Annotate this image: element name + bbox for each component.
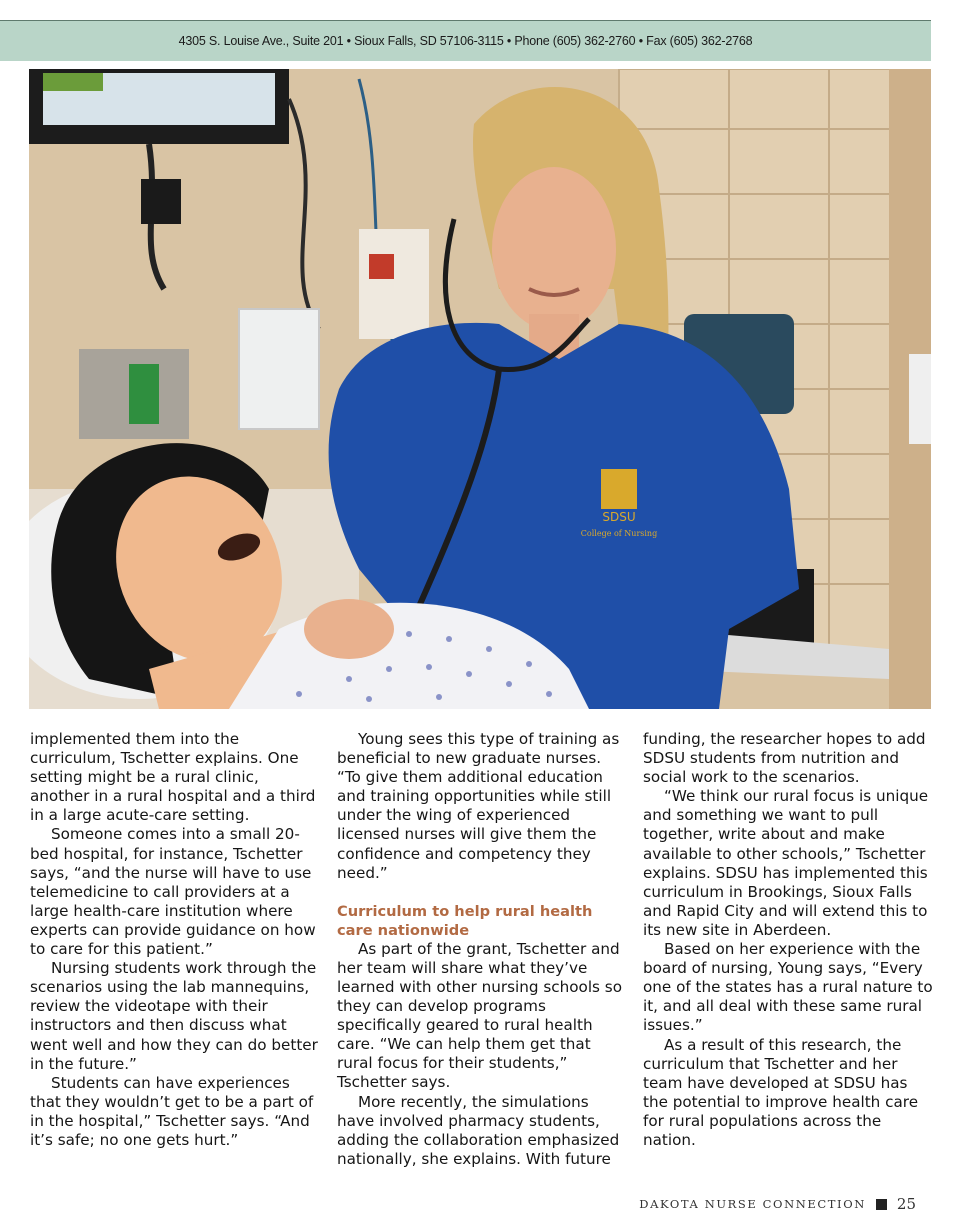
scrub-logo-subtext: College of Nursing xyxy=(580,529,658,538)
page-number: 25 xyxy=(896,1195,916,1213)
section-subhead: Curriculum to help rural health care nationwide xyxy=(337,902,593,939)
paragraph: implemented them into the curriculum, Tschetter explains. One setting might be a rural clinic, another in a rural hospital and a third in a large acute-care setting. xyxy=(30,730,316,825)
paragraph: Nursing students work through the scenarios using the lab mannequins, review the videotape with their instructors and then discuss what went well and how they can do better in the future.” xyxy=(30,959,318,1073)
article-column-1 xyxy=(30,730,320,1150)
article-column-2 xyxy=(337,730,627,1169)
paragraph: funding, the researcher hopes to add SDSU students from nutrition and social work to the scenarios. xyxy=(643,730,926,787)
paragraph: Someone comes into a small 20-bed hospital, for instance, Tschetter says, “and the nurse will have to use telemedicine to call providers at a large health-care institution where experts can provide guidance on how to care for this patient.” xyxy=(30,825,316,959)
address-bar xyxy=(0,20,931,61)
paragraph: “We think our rural focus is unique and something we want to pull together, write about and make available to other schools,” Tschetter explains. SDSU has implemented this curriculum in Brookings, Sioux Falls and Rapid City and will extend this to its new site in Aberdeen. xyxy=(643,787,929,939)
paragraph: Students can have experiences that they wouldn’t get to be a part of in the hospital,” Tschetter says. “And it’s safe; no one gets hurt.” xyxy=(30,1073,314,1149)
paragraph: More recently, the simulations have involved pharmacy students, adding the collaboration emphasized nationally, she explains. With future xyxy=(337,1092,620,1168)
square-bullet-icon xyxy=(876,1199,887,1210)
paragraph: As a result of this research, the curriculum that Tschetter and her team have developed at SDSU has the potential to improve health care for rural populations across the nation. xyxy=(643,1035,919,1149)
paragraph: Young sees this type of training as beneficial to new graduate nurses. “To give them additional education and training opportunities while still under the wing of experienced licensed nurses will give them the confidence and competency they need.” xyxy=(337,730,620,882)
paragraph: Based on her experience with the board of nursing, Young says, “Every one of the states has a rural nature to it, and all deal with these same rural issues.” xyxy=(643,940,933,1035)
nursing-simulation-photo xyxy=(29,69,931,709)
article-column-3 xyxy=(643,730,933,1150)
paragraph: As part of the grant, Tschetter and her team will share what they’ve learned with other nursing schools so they can develop programs specifically geared to rural health care. “We can help them get that rural focus for their students,” Tschetter says. xyxy=(337,939,622,1092)
publication-name: DAKOTA NURSE CONNECTION xyxy=(639,1197,866,1211)
address-line: 4305 S. Louise Ave., Suite 201 • Sioux Falls, SD 57106-3115 • Phone (605) 362-2760 • Fax (605) 362-2768 xyxy=(178,34,753,48)
page-footer xyxy=(639,1195,916,1213)
scrub-logo-text: SDSU xyxy=(602,510,636,524)
